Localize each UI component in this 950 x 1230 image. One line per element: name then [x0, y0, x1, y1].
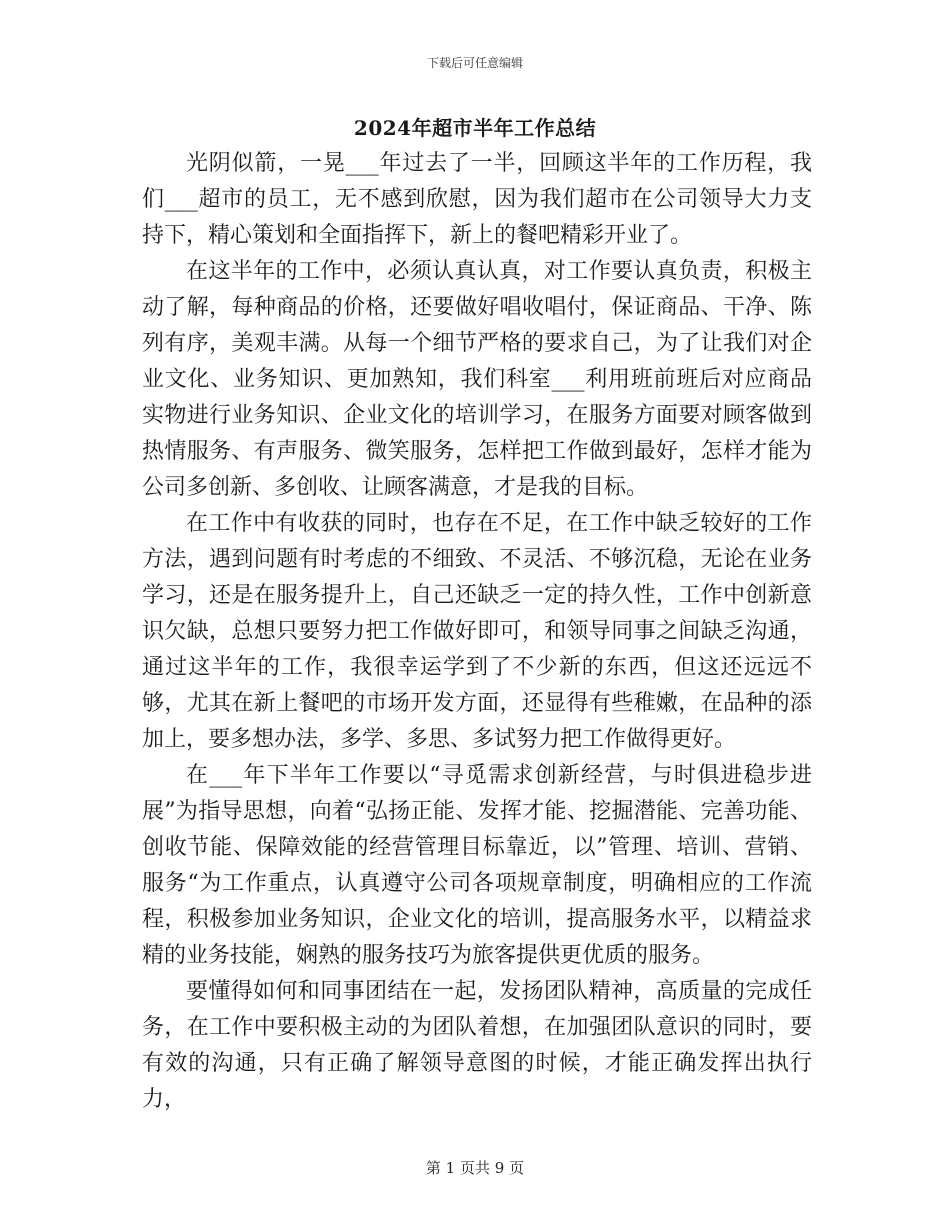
- page-header-note: 下载后可任意编辑: [426, 56, 523, 70]
- document-body: [142, 146, 812, 1118]
- page-number: 第 1 页共 9 页: [425, 1159, 525, 1177]
- paragraph-1: 光阴似箭，一晃___年过去了一半，回顾这半年的工作历程，我们___超市的员工，无不感到欣慰，因为我们超市在公司领导大力支持下，精心策划和全面指挥下，新上的餐吧精彩开业了。: [142, 151, 812, 248]
- document-title: 2024年超市半年工作总结: [353, 116, 597, 140]
- paragraph-4: 在___年下半年工作要以“寻觅需求创新经营，与时俱进稳步进展”为指导思想，向着“弘扬正能、发挥才能、挖掘潜能、完善功能、创收节能、保障效能的经营管理目标靠近，以”管理、培训、营销、服务“为工作重点，认真遵守公司各项规章制度，明确相应的工作流程，积极参加业务知识，企业文化的培训，提高服务水平，以精益求精的业务技能，娴熟的服务技巧为旅客提供更优质的服务。: [142, 763, 812, 968]
- paragraph-5: 要懂得如何和同事团结在一起，发扬团队精神，高质量的完成任务，在工作中要积极主动的为团队着想，在加强团队意识的同时，要有效的沟通，只有正确了解领导意图的时候，才能正确发挥出执行力，: [142, 979, 812, 1112]
- paragraph-2: 在这半年的工作中，必须认真认真，对工作要认真负责，积极主动了解，每种商品的价格，还要做好唱收唱付，保证商品、干净、陈列有序，美观丰满。从每一个细节严格的要求自己，为了让我们对企业文化、业务知识、更加熟知，我们科室___利用班前班后对应商品实物进行业务知识、企业文化的培训学习，在服务方面要对顾客做到热情服务、有声服务、微笑服务，怎样把工作做到最好，怎样才能为公司多创新、多创收、让顾客满意，才是我的目标。: [142, 259, 812, 500]
- paragraph-3: 在工作中有收获的同时，也存在不足，在工作中缺乏较好的工作方法，遇到问题有时考虑的不细致、不灵活、不够沉稳，无论在业务学习，还是在服务提升上，自己还缺乏一定的持久性，工作中创新意识欠缺，总想只要努力把工作做好即可，和领导同事之间缺乏沟通，通过这半年的工作，我很幸运学到了不少新的东西，但这还远远不够，尤其在新上餐吧的市场开发方面，还显得有些稚嫩，在品种的添加上，要多想办法，多学、多思、多试努力把工作做得更好。: [142, 511, 812, 752]
